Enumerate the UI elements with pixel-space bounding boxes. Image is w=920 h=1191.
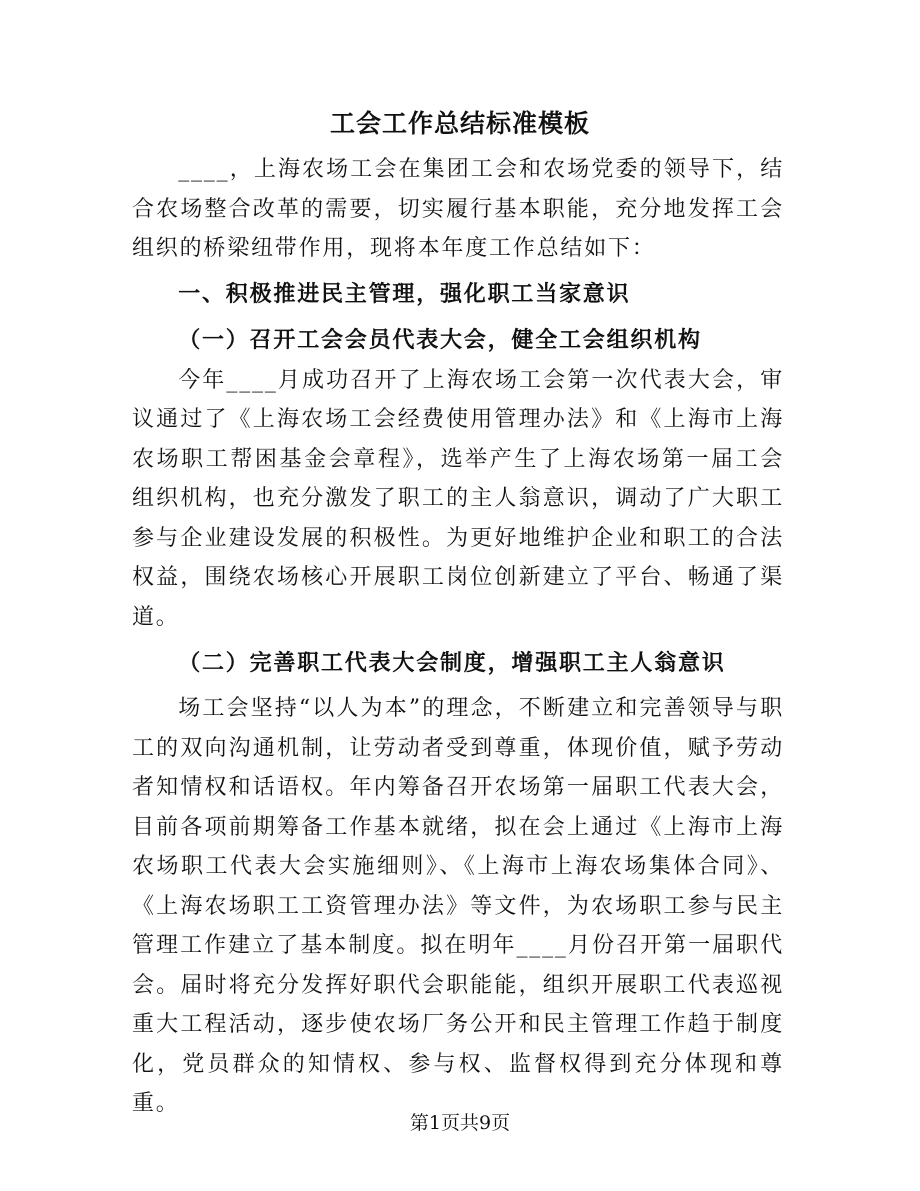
subsection-2-heading: （二）完善职工代表大会制度，增强职工主人翁意识 (178, 650, 726, 676)
document-body (132, 150, 784, 1124)
document-title: 工会工作总结标准模板 (329, 109, 590, 138)
section-1-heading: 一、积极推进民主管理，强化职工当家意识 (178, 280, 631, 307)
subsection-1-paragraph: 今年____月成功召开了上海农场工会第一次代表大会，审议通过了《上海农场工会经费使用管理办法》和《上海市上海农场职工帮困基金会章程》，选举产生了上海农场第一届工会组织机构，也充分激发了职工的主人翁意识，调动了广大职工参与企业建设发展的积极性。为更好地维护企业和职工的合法权益，围绕农场核心开展职工岗位创新建立了平台、畅通了渠道。 (132, 367, 784, 630)
subsection-2-paragraph: 场工会坚持“以人为本”的理念，不断建立和完善领导与职工的双向沟通机制，让劳动者受到尊重，体现价值，赋予劳动者知情权和话语权。年内筹备召开农场第一届职工代表大会，目前各项前期筹备工作基本就绪，拟在会上通过《上海市上海农场职工代表大会实施细则》、《上海市上海农场集体合同》、《上海农场职工工资管理办法》等文件，为农场职工参与民主管理工作建立了基本制度。拟在明年____月份召开第一届职代会。届时将充分发挥好职代会职能能，组织开展职工代表巡视重大工程活动，逐步使农场厂务公开和民主管理工作趋于制度化，党员群众的知情权、参与权、监督权得到充分体现和尊重。 (132, 696, 784, 1116)
page-indicator: 第1页共9页 (409, 1112, 511, 1134)
intro-paragraph: ____，上海农场工会在集团工会和农场党委的领导下，结合农场整合改革的需要，切实履行基本职能，充分地发挥工会组织的桥梁纽带作用，现将本年度工作总结如下： (132, 157, 784, 261)
subsection-1-heading: （一）召开工会会员代表大会，健全工会组织机构 (178, 326, 702, 353)
